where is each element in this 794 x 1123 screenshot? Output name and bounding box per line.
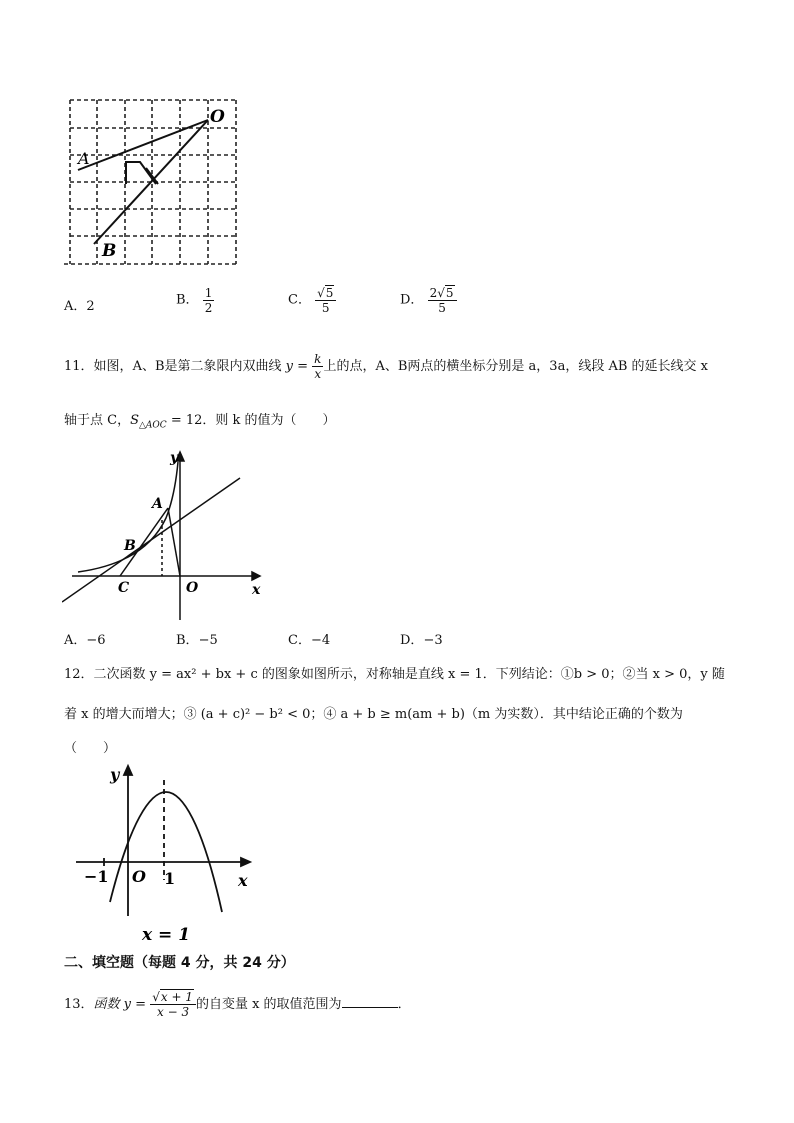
section-2-title: 二、填空题（每题 4 分，共 24 分）: [64, 955, 295, 971]
q11-option-a[interactable]: A．−6: [64, 633, 106, 648]
q11-stem-line2: 轴于点 C，$S_{\triangle AOC} = 12$．则 k 的值为（ ）: [64, 413, 336, 431]
q10-option-d[interactable]: D． $\frac{2√5}{5}$: [400, 286, 457, 315]
label-o: O: [186, 580, 199, 596]
q12-stem-line1: 12．二次函数 y = ax² + bx + c 的图象如图所示，对称轴是直线 x = 1．下列结论：①b > 0；②当 x > 0，y 随: [64, 667, 725, 682]
label-a: A: [78, 149, 90, 168]
q11-figure: [62, 448, 272, 624]
label-a: A: [152, 496, 163, 512]
segment-ao: [168, 508, 180, 576]
fraction: $\frac{√x + 1}{x - 3}$: [150, 990, 196, 1019]
q10-option-b[interactable]: B． $\frac{1}{2}$: [176, 286, 213, 315]
label-b: B: [124, 538, 136, 554]
q11-option-d[interactable]: D．−3: [400, 633, 443, 648]
label-o: O: [210, 107, 225, 127]
fraction: $\frac{1}{2}$: [204, 286, 213, 315]
fraction: $\frac{√5}{5}$: [315, 286, 336, 315]
q12-stem-line2: 着 x 的增大而增大；③ (a + c)² − b² < 0；④ a + b ≥ m(am + b)（m 为实数）．其中结论正确的个数为: [64, 707, 683, 722]
label-x: x: [238, 871, 248, 890]
label-neg1: −1: [84, 867, 109, 886]
q10-option-a[interactable]: A．2: [64, 299, 95, 314]
label-o: O: [132, 867, 146, 886]
label-one: 1: [164, 869, 176, 888]
q10-grid-figure: [60, 92, 244, 272]
q10-option-c[interactable]: C． $\frac{√5}{5}$: [288, 286, 336, 315]
q13-stem: 13．函数 y = $\frac{√x + 1}{x - 3}$ 的自变量 x 的取值范围为 ．: [64, 990, 411, 1019]
label-y: y: [170, 450, 179, 466]
label-b: B: [102, 241, 117, 261]
q11-stem-line1: 11．如图，A、B是第二象限内双曲线 y = $\frac{k}{x}$ 上的点，A、B两点的横坐标分别是 a，3a，线段 AB 的延长线交 x: [64, 352, 708, 381]
q12-figure: [70, 762, 260, 946]
label-x: x: [252, 582, 261, 598]
label-c: C: [118, 580, 130, 596]
q11-option-b[interactable]: B．−5: [176, 633, 218, 648]
label-axis-eq: x = 1: [142, 925, 191, 945]
line-ab: [62, 478, 240, 602]
fraction: $\frac{2√5}{5}$: [428, 286, 457, 315]
q11-option-c[interactable]: C．−4: [288, 633, 331, 648]
parabola: [110, 792, 222, 912]
label-y: y: [110, 765, 120, 784]
fraction: $\frac{k}{x}$: [314, 352, 322, 381]
q12-stem-line3: （ ）: [64, 741, 117, 756]
answer-blank[interactable]: [342, 995, 398, 1008]
